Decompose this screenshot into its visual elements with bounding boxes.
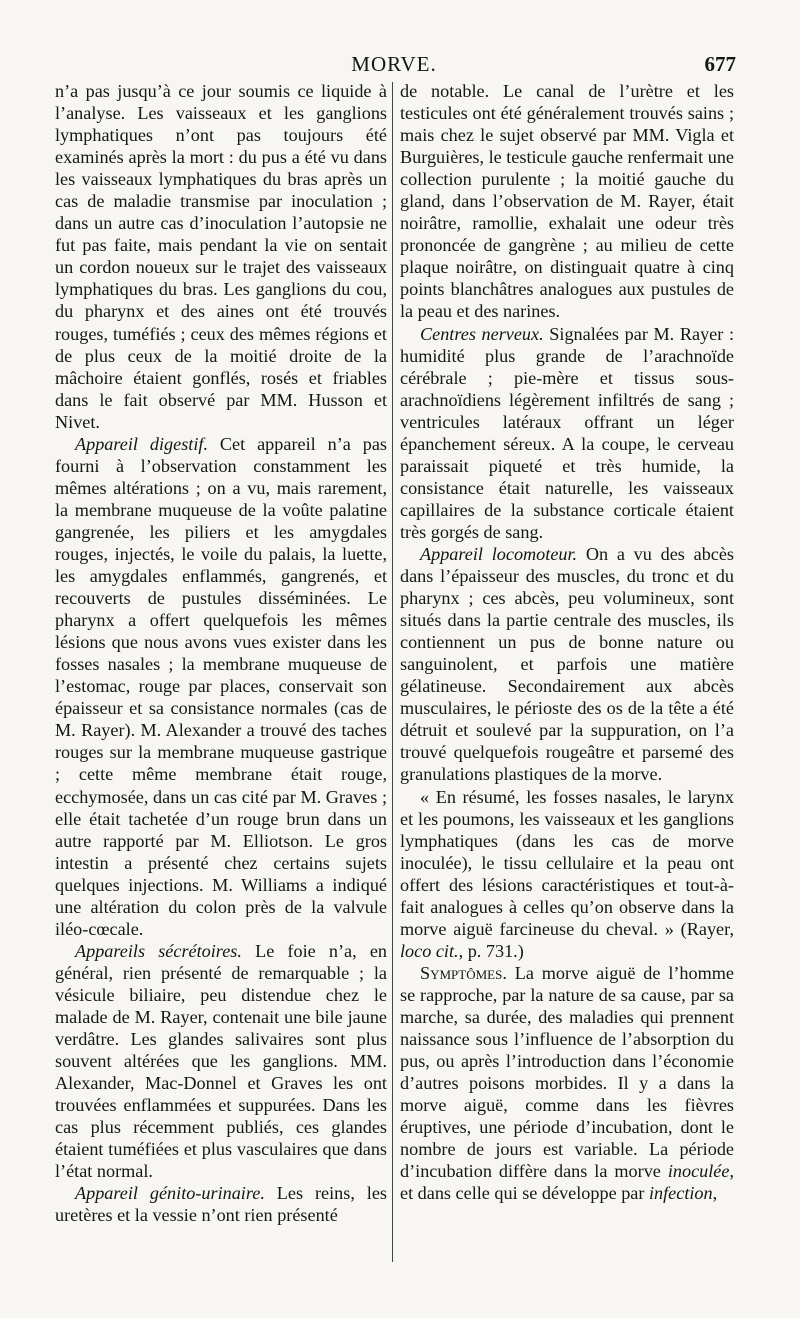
right-column [400, 80, 734, 1204]
page-header [52, 50, 736, 80]
emphasis-term: inoculée [667, 1161, 730, 1182]
paragraph-text: de notable. Le canal de l’urètre et les testicules ont été généralement trouvés sains ; mais chez le sujet observé par MM. Vigla et Burguières, le testicule gauche renfermait une collection purulente ; la moitié gauche du gland, dans l’observation de M. Rayer, était noirâtre, ramollie, exhalait une odeur très prononcée de gangrène ; au milieu de cette plaque noirâtre, on distinguait quatre à cinq points blanchâtres analogues aux pustules de la peau et des narines. [400, 81, 734, 322]
paragraph-text: Le foie n’a, en général, rien présenté de remarquable ; la vésicule biliaire, peu distendue chez le malade de M. Rayer, contenait une bile jaune verdâtre. Les glandes salivaires sont plus souvent altérées que les ganglions. MM. Alexander, Mac-Donnel et Graves les ont trouvées enflammées et suppurées. Dans les cas plus récemment publiés, ces glandes étaient tuméfiées et plus vasculaires que dans l’état normal. [55, 940, 387, 1182]
citation-reference: loco cit. [400, 940, 459, 961]
left-column [55, 80, 387, 1226]
paragraph-symptoms [400, 962, 734, 1205]
citation-page: , p. 731.) [458, 940, 524, 961]
paragraph-text: On a vu des abcès dans l’épaisseur des muscles, du tronc et du pharynx ; ces abcès, peu volumineux, sont situés dans la partie centrale des muscles, ils contiennent un pus de bonne nature ou sanguinolent, et parfois une matière gélatineuse. Secondairement aux abcès musculaires, le périoste des os de la tête a été détruit et soulevé par la suppuration, on l’a trouvé quelquefois rougeâtre et parsemé des granulations plastiques de la morve. [400, 543, 735, 785]
paragraph-text: Cet appareil n’a pas fourni à l’observation constamment les mêmes altérations ; on a vu, mais rarement, la membrane muqueuse de la voûte palatine gangrenée, les piliers et les amygdales rouges, injectés, le voile du palais, la luette, les amygdales enflammés, gangrenés, et recouverts de pustules disséminées. Le pharynx a offert quelquefois les mêmes lésions que nous avons vues exister dans les fosses nasales ; la membrane muqueuse de l’estomac, rouge par places, conservait son épaisseur et sa consistance normales (cas de M. Rayer). M. Alexander a trouvé des taches rouges sur la membrane muqueuse gastrique ; cette même membrane était rouge, ecchymosée, dans un cas cité par M. Graves ; elle était tachetée d’un rouge brun dans un autre rapporté par M. Elliotson. Le gros intestin a présenté chez certains sujets quelques injections. M. Williams a indiqué une altération du colon près de la valvule iléo-cœcale. [55, 433, 387, 939]
emphasis-term: infection [648, 1183, 713, 1204]
paragraph-secretory-system [55, 940, 387, 1183]
paragraph-digestive-system [55, 433, 387, 940]
paragraph-end: , [712, 1183, 718, 1204]
paragraph-text: « En résumé, les fosses nasales, le larynx et les poumons, les vaisseaux et les ganglions lymphatiques (dans les cas de morve inoculée), le tissu cellulaire et la peau ont offert des lésions caractéristiques et tout-à-fait analogues à celles qu’on observe dans la morve aiguë farcineuse du cheval. » (Rayer, [400, 786, 734, 939]
section-lead: Appareils sécrétoires. [75, 940, 242, 961]
paragraph-lymphatics [55, 80, 387, 433]
paragraph-text: n’a pas jusqu’à ce jour soumis ce liquide à l’analyse. Les vaisseaux et les ganglions lymphatiques n’ont pas toujours été examinés après la mort : du pus a été vu dans les vaisseaux lymphatiques du bras après un cas de maladie transmise par inoculation ; dans un autre cas d’inoculation l’autopsie ne fut pas faite, mais pendant la vie on sentait un cordon noueux sur le trajet des vaisseaux lymphatiques du bras. Les ganglions du cou, du pharynx et des aines ont été trouvés rouges, tuméfiés ; ceux des mêmes régions et de plus ceux de la moitié droite de la mâchoire étaient gonflés, rosés et friables dans le fait observé par MM. Husson et Nivet. [55, 81, 387, 432]
paragraph-text: La morve aiguë de l’homme se rapproche, par la nature de sa cause, par sa marche, sa durée, des maladies qui prennent naissance sous l’influence de l’absorption du pus, ou après l’introduction dans l’économie d’autres poisons morbides. Il y a dans la morve aiguë, comme dans les fièvres éruptives, une période d’incubation, dont le nombre de jours est variable. La période d’incubation diffère dans la morve [400, 962, 734, 1182]
page-number: 677 [704, 52, 736, 76]
paragraph-genito-urinary [55, 1182, 387, 1226]
section-lead: Appareil génito-urinaire. [75, 1183, 265, 1204]
column-divider [392, 82, 393, 1262]
paragraph-genito-urinary-continued [400, 80, 734, 323]
paragraph-locomotor-system [400, 543, 734, 786]
section-lead-smallcaps: Symptômes. [420, 962, 507, 983]
paragraph-text: Signalées par M. Rayer : humidité plus grande de l’arachnoïde cérébrale ; pie-mère et tissus sous-arachnoïdiens légèrement infiltrés de sang ; ventricules latéraux offrant un léger épanchement séreux. A la coupe, le cerveau paraissait piqueté et très humide, la consistance était naturelle, les vaisseaux capillaires de la substance corticale étaient très gorgés de sang. [400, 323, 734, 542]
section-lead: Appareil locomoteur. [420, 543, 578, 564]
section-lead: Appareil digestif. [75, 433, 208, 454]
section-lead: Centres nerveux. [420, 323, 544, 344]
paragraph-nervous-centers [400, 323, 734, 543]
paragraph-summary-quote [400, 786, 734, 962]
paragraph-text: Les reins, les uretères et la vessie n’ont rien présenté [55, 1183, 387, 1226]
running-title: MORVE. [351, 52, 437, 76]
paragraph-text: , et dans celle qui se développe par [400, 1161, 734, 1204]
